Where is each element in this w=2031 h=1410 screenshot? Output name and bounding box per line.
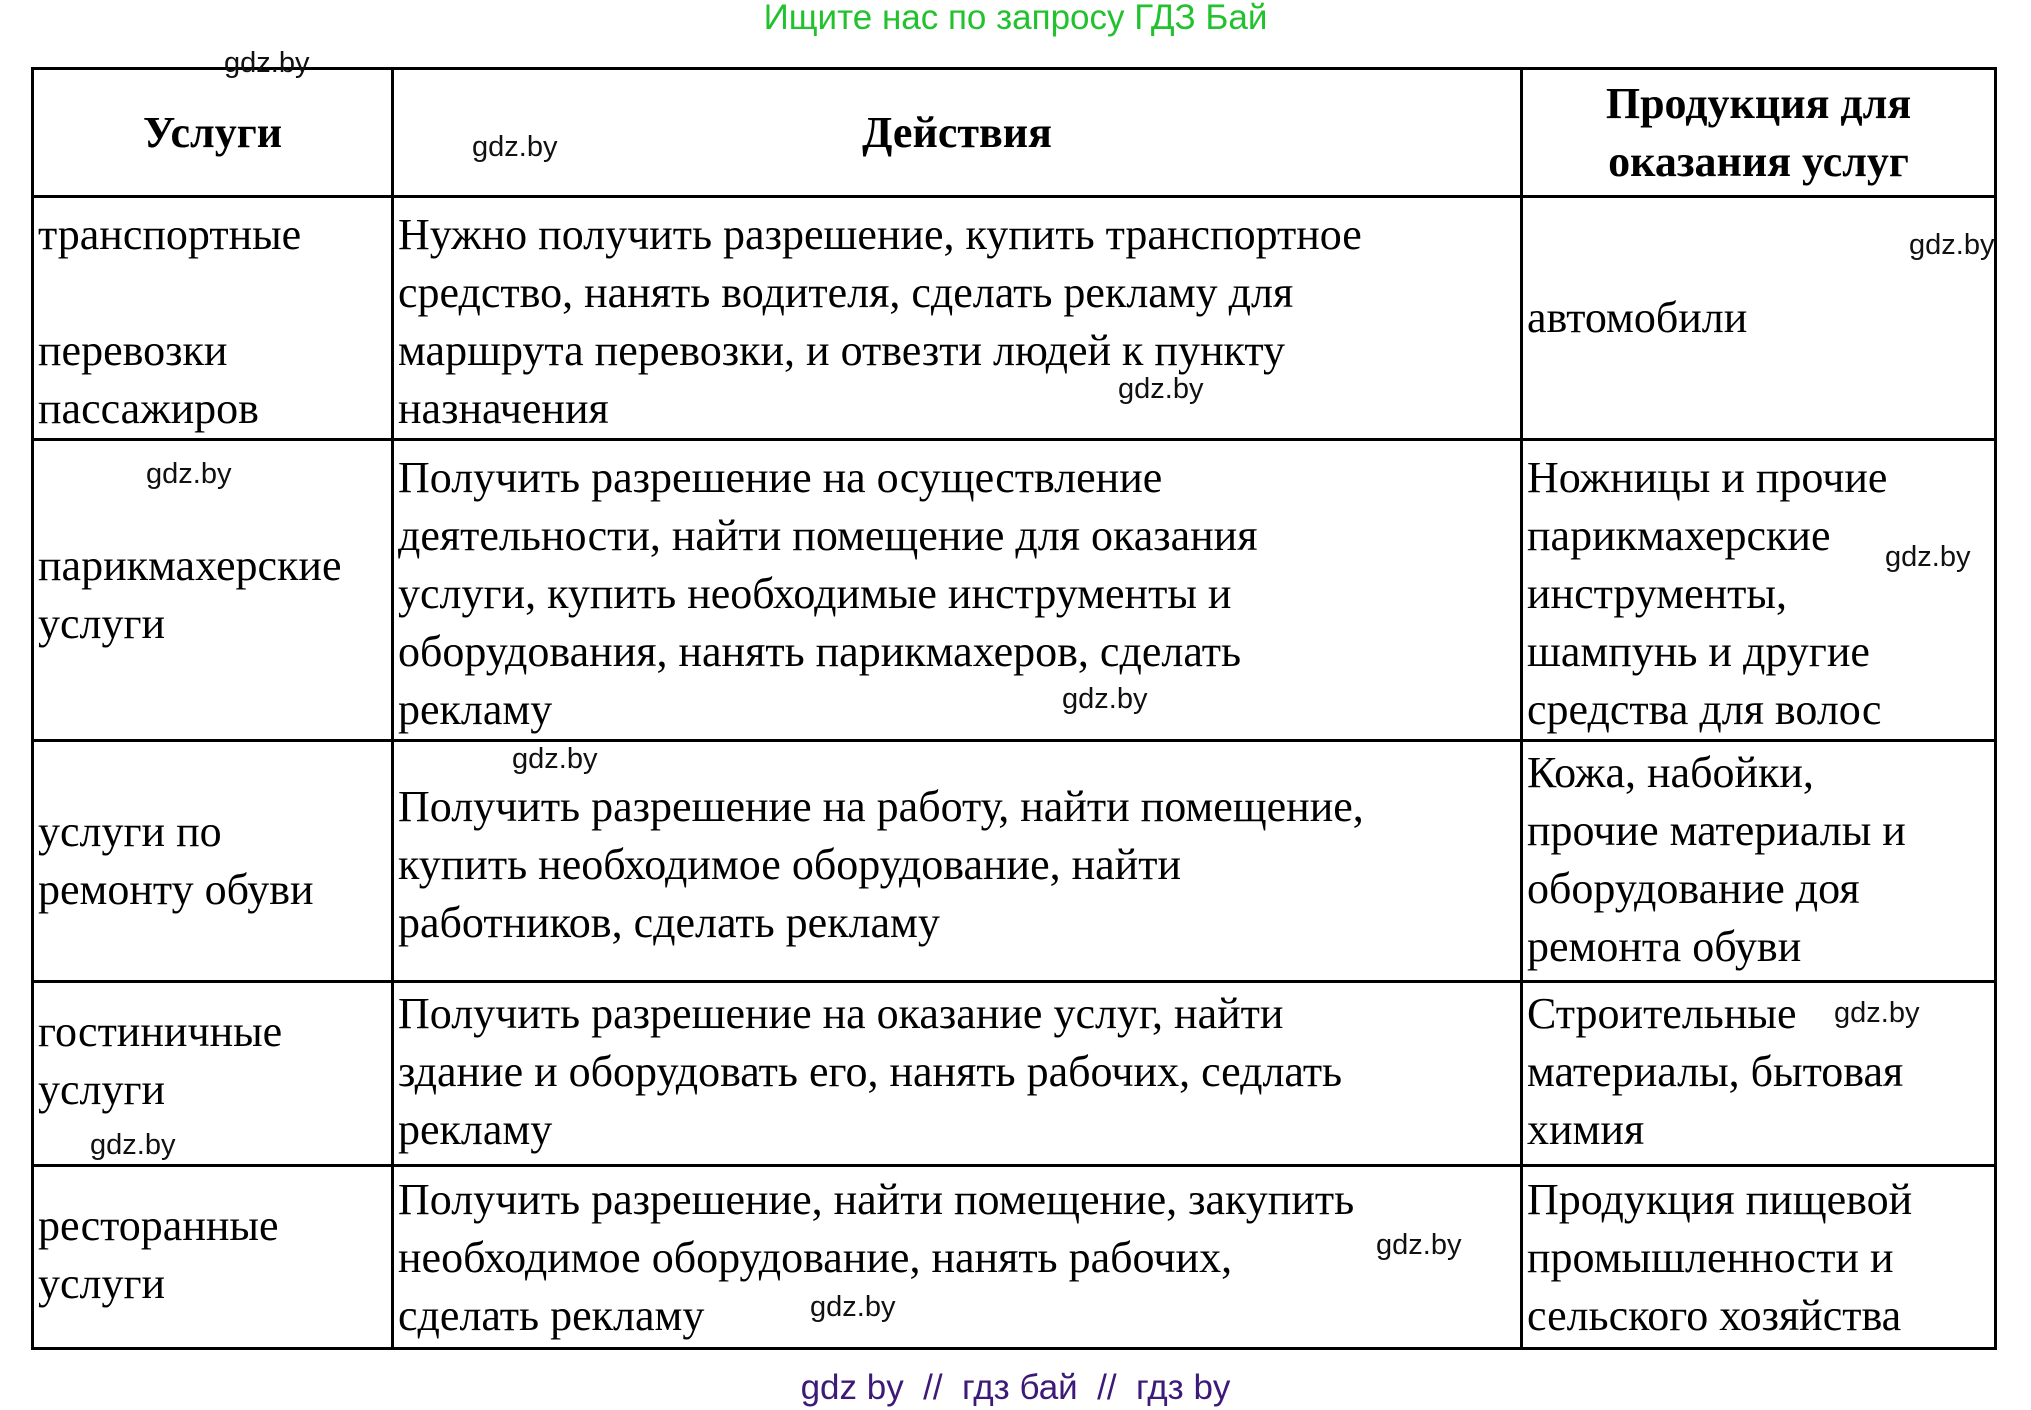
watermark: gdz.by <box>224 47 310 79</box>
service-cell: парикмахерские услуги <box>33 440 393 741</box>
watermark: gdz.by <box>512 743 598 775</box>
watermark: gdz.by <box>810 1291 896 1323</box>
table-row <box>33 440 1996 741</box>
header-services: Услуги <box>33 69 393 197</box>
watermark: gdz.by <box>1062 683 1148 715</box>
products-cell: Ножницы и прочие парикмахерские инструменты, шампунь и другие средства для волос <box>1522 440 1996 741</box>
products-cell: Кожа, набойки, прочие материалы и оборудование доя ремонта обуви <box>1522 741 1996 982</box>
table-row <box>33 197 1996 440</box>
footer-watermark: gdz by // гдз бай // гдз by <box>800 1368 1231 1407</box>
service-cell: ресторанные услуги <box>33 1166 393 1349</box>
service-cell: транспортные перевозки пассажиров <box>33 197 393 440</box>
table-row <box>33 741 1996 982</box>
actions-cell: Получить разрешение на осуществление деятельности, найти помещение для оказания услуги, купить необходимые инструменты и оборудования, нанять парикмахеров, сделать рекламу <box>393 440 1522 741</box>
products-cell: Строительные материалы, бытовая химия <box>1522 982 1996 1166</box>
service-cell: гостиничные услуги <box>33 982 393 1166</box>
table-row <box>33 1166 1996 1349</box>
search-banner: Ищите нас по запросу ГДЗ Бай <box>763 0 1268 37</box>
table-row <box>33 982 1996 1166</box>
actions-cell: Получить разрешение на оказание услуг, найти здание и оборудовать его, нанять рабочих, седлать рекламу <box>393 982 1522 1166</box>
actions-cell: Нужно получить разрешение, купить транспортное средство, нанять водителя, сделать рекламу для маршрута перевозки, и отвезти людей к пункту назначения <box>393 197 1522 440</box>
header-actions: Действия <box>393 69 1522 197</box>
header-products: Продукция для оказания услуг <box>1522 69 1996 197</box>
watermark: gdz.by <box>1376 1229 1462 1261</box>
watermark: gdz.by <box>1909 229 1995 261</box>
watermark: gdz.by <box>472 131 558 163</box>
products-cell: автомобили <box>1522 197 1996 440</box>
watermark: gdz.by <box>1834 997 1920 1029</box>
actions-cell: Получить разрешение, найти помещение, закупить необходимое оборудование, нанять рабочих, сделать рекламу <box>393 1166 1522 1349</box>
services-table <box>31 67 1997 1350</box>
watermark: gdz.by <box>146 458 232 490</box>
watermark: gdz.by <box>1118 373 1204 405</box>
products-cell: Продукция пищевой промышленности и сельского хозяйства <box>1522 1166 1996 1349</box>
watermark: gdz.by <box>90 1129 176 1161</box>
service-cell: услуги по ремонту обуви <box>33 741 393 982</box>
watermark: gdz.by <box>1885 541 1971 573</box>
table-header-row <box>33 69 1996 197</box>
actions-cell: Получить разрешение на работу, найти помещение, купить необходимое оборудование, найти работников, сделать рекламу <box>393 741 1522 982</box>
